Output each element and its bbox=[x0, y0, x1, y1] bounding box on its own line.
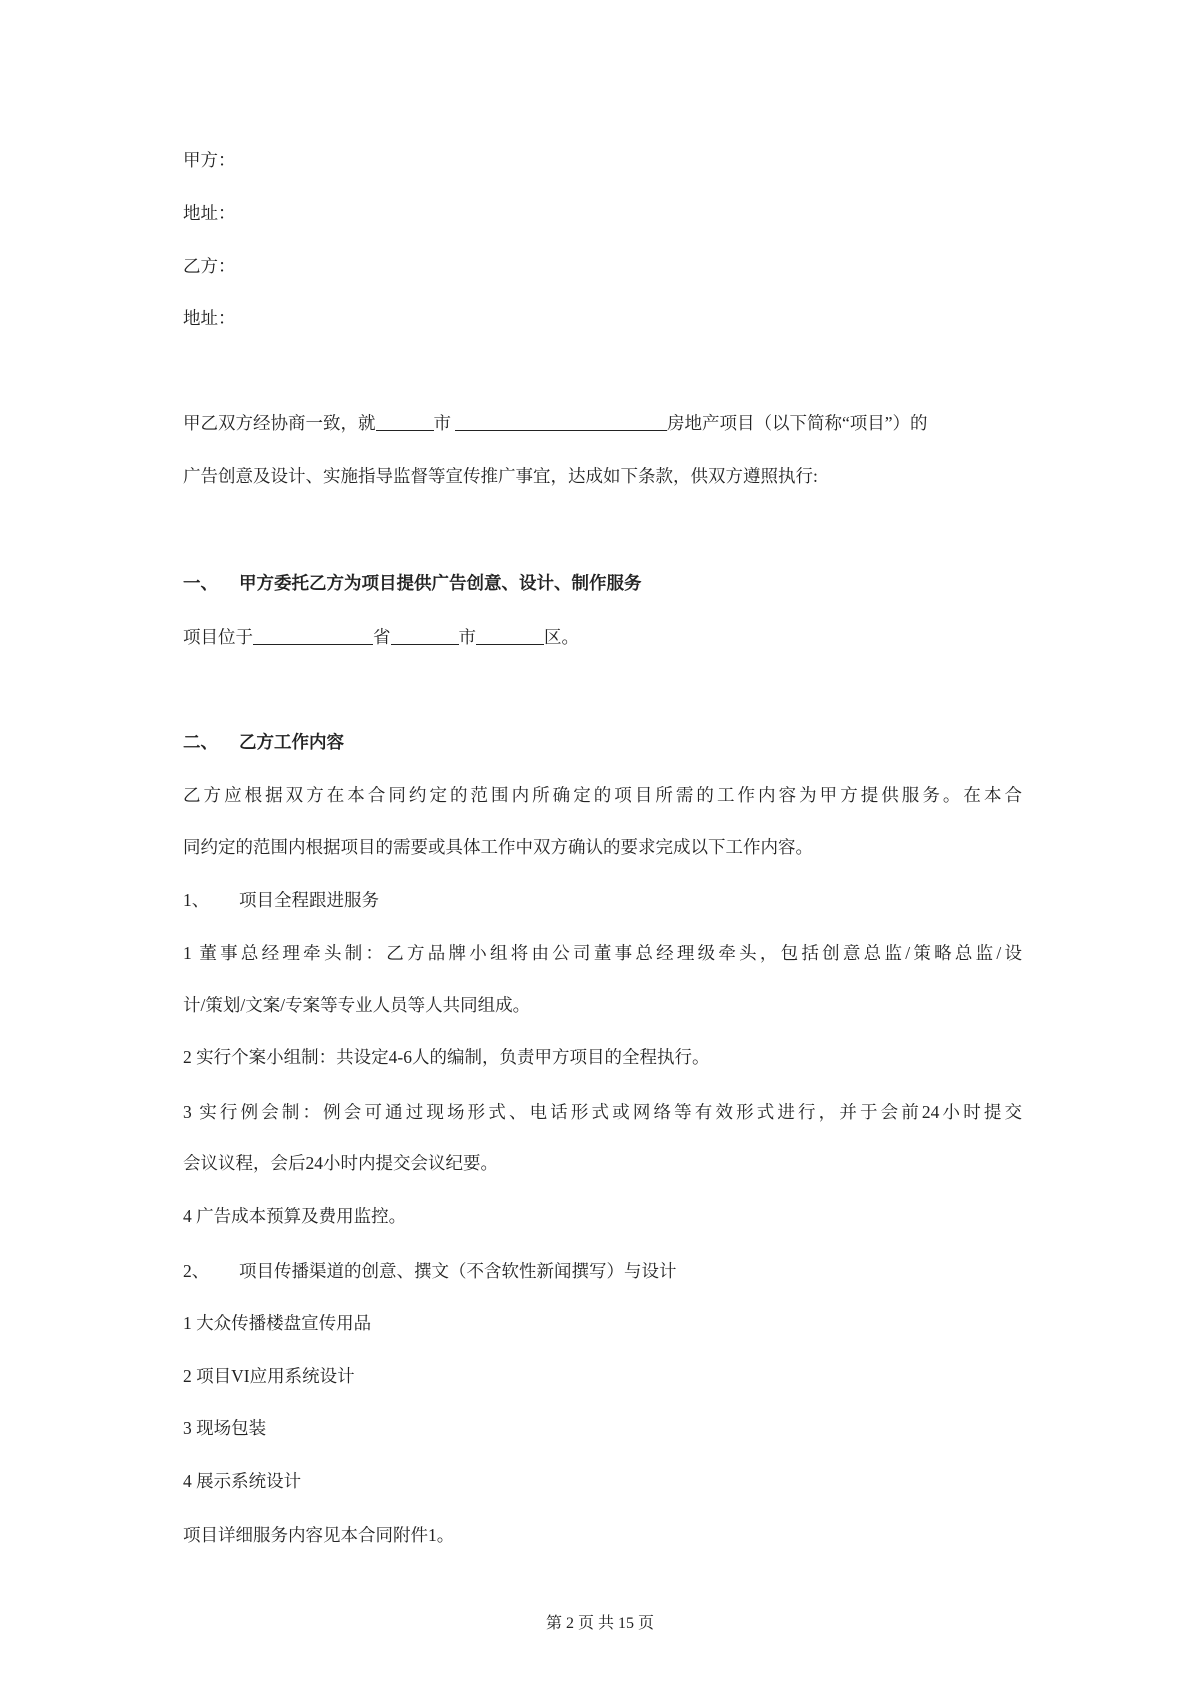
address-a-label: 地址： bbox=[183, 203, 236, 223]
list-item: 4 广告成本预算及费用监控。 bbox=[183, 1206, 407, 1226]
paragraph-line: 乙方应根据双方在本合同约定的范围内所确定的项目所需的工作内容为甲方提供服务。在本合 bbox=[183, 785, 1022, 805]
page-number: 第 2 页 共 15 页 bbox=[545, 1615, 654, 1632]
city-blank bbox=[391, 626, 459, 645]
list-item: 2 项目VI应用系统设计 bbox=[183, 1366, 355, 1386]
section-title: 乙方工作内容 bbox=[239, 732, 344, 752]
subsection-number: 1、 bbox=[183, 890, 210, 910]
section-number: 一、 bbox=[183, 573, 218, 593]
intro-line-2: 广告创意及设计、实施指导监督等宣传推广事宜，达成如下条款，供双方遵照执行: bbox=[183, 466, 818, 486]
subsection-2-heading bbox=[183, 1259, 677, 1283]
list-item: 3 现场包装 bbox=[183, 1418, 267, 1438]
list-item: 1 大众传播楼盘宣传用品 bbox=[183, 1313, 372, 1333]
subsection-number: 2、 bbox=[183, 1261, 210, 1281]
list-item: 3 实行例会制：例会可通过现场形式、电话形式或网络等有效形式进行，并于会前24小时提交 bbox=[183, 1102, 1022, 1122]
list-item: 计/策划/文案/专案等专业人员等人共同组成。 bbox=[183, 995, 531, 1015]
subsection-title: 项目传播渠道的创意、撰文（不含软性新闻撰写）与设计 bbox=[239, 1261, 677, 1281]
list-item: 2 实行个案小组制：共设定4-6人的编制，负责甲方项目的全程执行。 bbox=[183, 1047, 710, 1067]
subsection-title: 项目全程跟进服务 bbox=[239, 890, 379, 910]
intro-line-1 bbox=[183, 411, 928, 435]
location-text: 省 bbox=[373, 627, 391, 647]
province-blank bbox=[253, 626, 373, 645]
project-name-blank bbox=[455, 412, 667, 431]
party-b-label: 乙方： bbox=[183, 256, 236, 276]
intro-text: 甲乙双方经协商一致，就 bbox=[183, 413, 376, 433]
location-text: 市 bbox=[458, 627, 476, 647]
section-1-heading bbox=[183, 571, 642, 595]
list-item: 4 展示系统设计 bbox=[183, 1471, 302, 1491]
intro-text: 房地产项目（以下简称“项目”）的 bbox=[667, 413, 928, 433]
location-text: 项目位于 bbox=[183, 627, 253, 647]
project-location bbox=[183, 625, 579, 649]
attachment-note: 项目详细服务内容见本合同附件1。 bbox=[183, 1525, 455, 1545]
list-item: 1 董事总经理牵头制：乙方品牌小组将由公司董事总经理级牵头，包括创意总监/策略总监/设 bbox=[183, 943, 1022, 963]
location-text: 区。 bbox=[544, 627, 579, 647]
section-title: 甲方委托乙方为项目提供广告创意、设计、制作服务 bbox=[239, 573, 642, 593]
district-blank bbox=[476, 626, 544, 645]
address-b-label: 地址： bbox=[183, 308, 236, 328]
party-a-label: 甲方： bbox=[183, 150, 236, 170]
section-number: 二、 bbox=[183, 732, 218, 752]
intro-text: 市 bbox=[433, 413, 451, 433]
subsection-1-heading bbox=[183, 888, 379, 912]
paragraph-line: 同约定的范围内根据项目的需要或具体工作中双方确认的要求完成以下工作内容。 bbox=[183, 837, 813, 857]
section-2-heading bbox=[183, 730, 344, 754]
city-blank bbox=[376, 412, 434, 431]
list-item: 会议议程，会后24小时内提交会议纪要。 bbox=[183, 1153, 498, 1173]
